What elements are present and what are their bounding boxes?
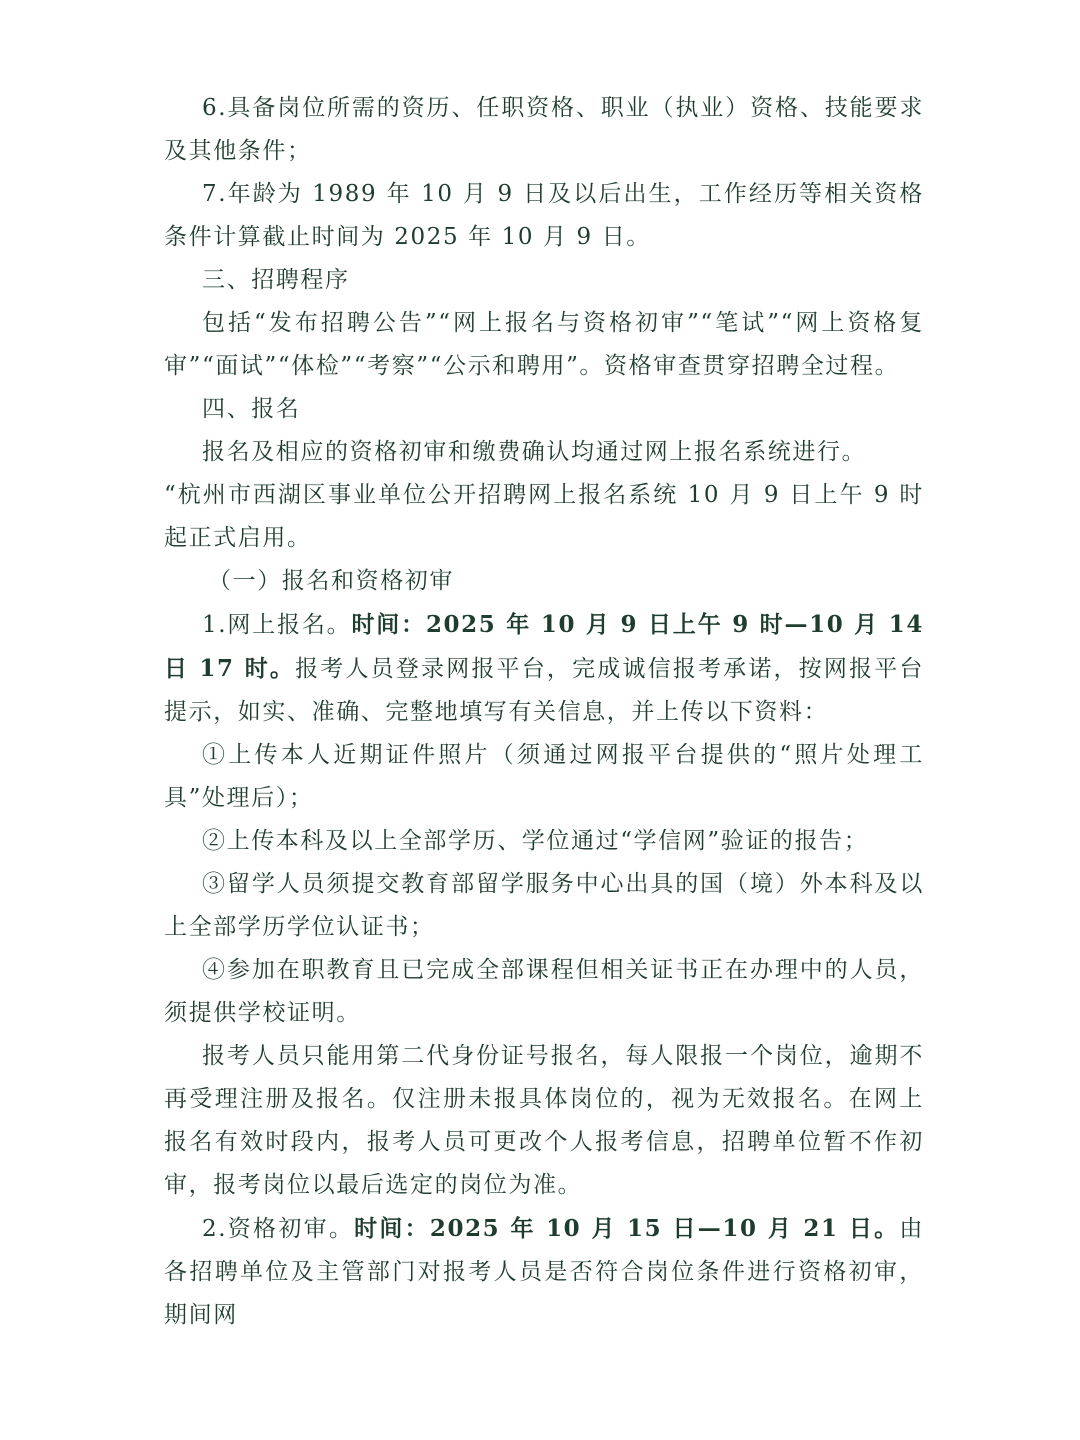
- online-registration-time: 时间：2025 年 10 月 9 日上午 9 时—10 月 14 日 17 时。: [164, 611, 924, 682]
- upload-item-4: ④参加在职教育且已完成全部课程但相关证书正在办理中的人员，须提供学校证明。: [164, 957, 924, 1026]
- condition-7: 7.年龄为 1989 年 10 月 9 日及以后出生，工作经历等相关资格条件计算截止时间为 2025 年 10 月 9 日。: [164, 181, 924, 250]
- online-registration-paragraph: [164, 603, 924, 734]
- qualification-review-time: 时间：2025 年 10 月 15 日—10 月 21 日。: [354, 1215, 900, 1242]
- condition-6: 6.具备岗位所需的资历、任职资格、职业（执业）资格、技能要求及其他条件；: [164, 95, 924, 164]
- registration-text: 报名及相应的资格初审和缴费确认均通过网上报名系统进行。: [202, 439, 867, 465]
- online-registration-label: 1.网上报名。: [202, 612, 352, 638]
- registration-note: 报考人员只能用第二代身份证号报名，每人限报一个岗位，逾期不再受理注册及报名。仅注册未报具体岗位的，视为无效报名。在网上报名有效时段内，报考人员可更改个人报考信息，招聘单位暂不作初审，报考岗位以最后选定的岗位为准。: [164, 1043, 924, 1198]
- heading-procedure: 三、招聘程序: [202, 267, 350, 293]
- subheading-registration-review: （一）报名和资格初审: [208, 568, 454, 594]
- qualification-review-paragraph: [164, 1207, 924, 1337]
- heading-registration: 四、报名: [202, 396, 301, 422]
- procedure-text: 包括“发布招聘公告”“网上报名与资格初审”“笔试”“网上资格复审”“面试”“体检”“考察”“公示和聘用”。资格审查贯穿招聘全过程。: [164, 310, 924, 379]
- upload-item-3: ③留学人员须提交教育部留学服务中心出具的国（境）外本科及以上全部学历学位认证书；: [164, 871, 924, 940]
- online-registration-text: 报考人员登录网报平台，完成诚信报考承诺，按网报平台提示，如实、准确、完整地填写有关信息，并上传以下资料：: [164, 656, 924, 725]
- system-launch-text: “杭州市西湖区事业单位公开招聘网上报名系统 10 月 9 日上午 9 时起正式启用。: [164, 482, 924, 551]
- upload-item-2: ②上传本科及以上全部学历、学位通过“学信网”验证的报告；: [202, 828, 869, 854]
- qualification-review-label: 2.资格初审。: [202, 1216, 355, 1242]
- qualification-review-text: 由各招聘单位及主管部门对报考人员是否符合岗位条件进行资格初审，期间网: [164, 1216, 924, 1328]
- upload-item-1: ①上传本人近期证件照片（须通过网报平台提供的“照片处理工具”处理后）；: [164, 742, 924, 811]
- document-page: [164, 87, 924, 1337]
